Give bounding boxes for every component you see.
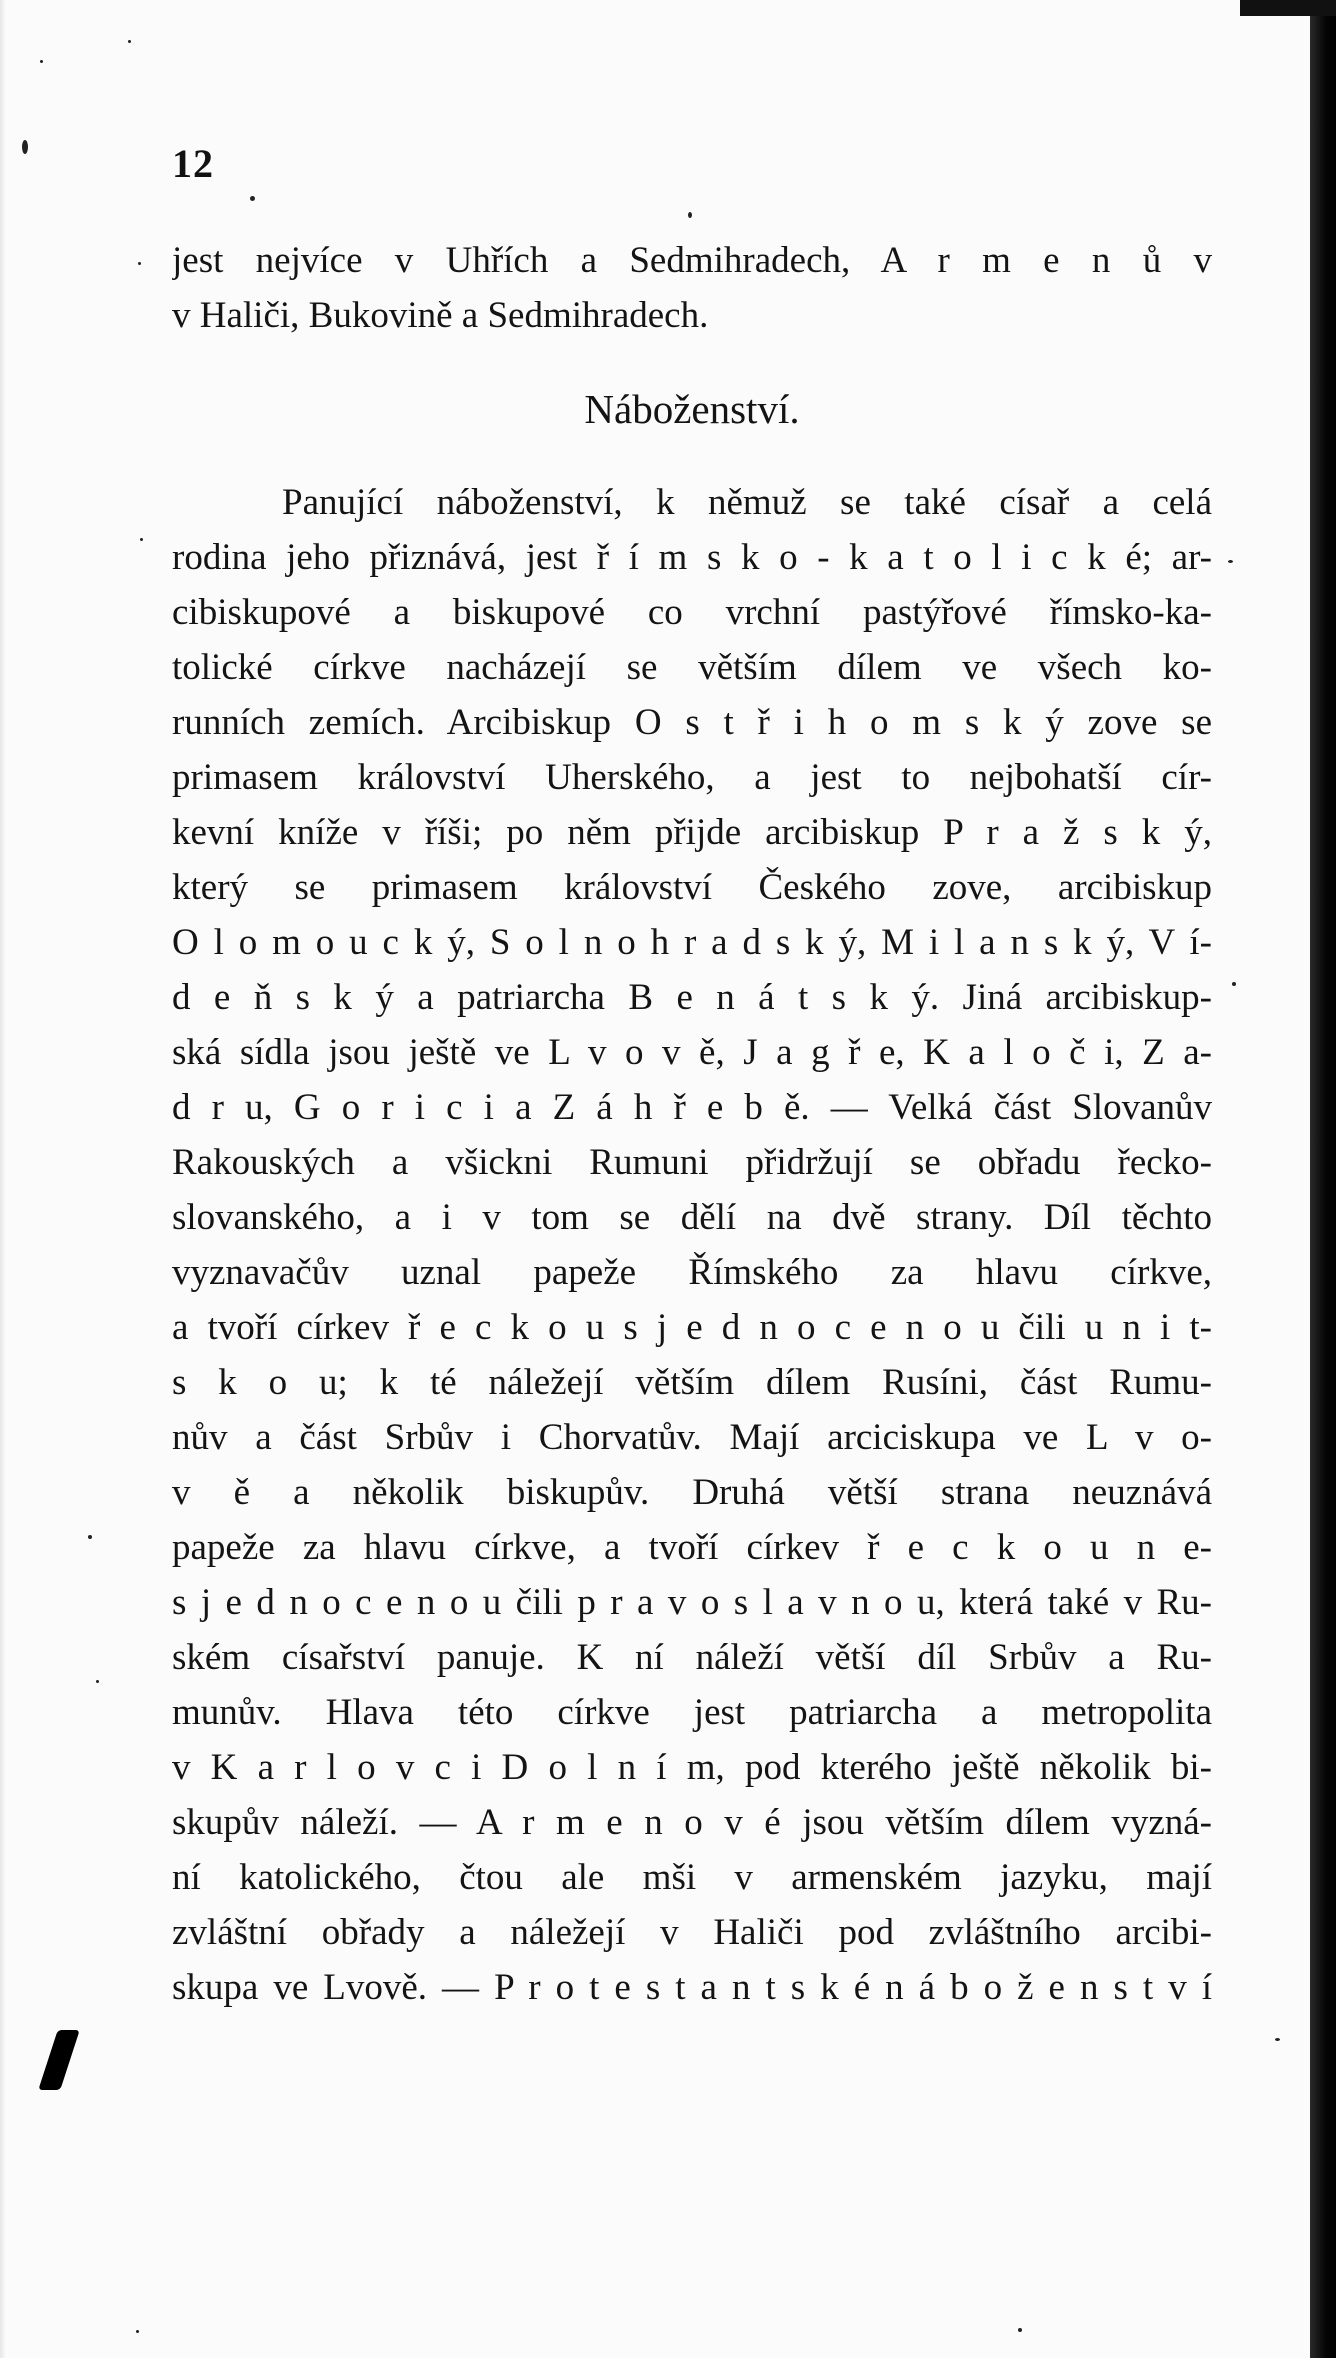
text-line: munův. Hlava této církve jest patriarcha a metropolita — [172, 1692, 1212, 1733]
text-line: slovanského, a i v tom se dělí na dvě strany. Díl těchto — [172, 1197, 1212, 1238]
text-line: rodina jeho přiznává, jest ř í m s k o - k a t o l i c k é; ar- — [172, 537, 1212, 578]
text-line: O l o m o u c k ý, S o l n o h r a d s k ý, M i l a n s k ý, V í- — [172, 922, 1212, 963]
text-line: Rakouských a všickni Rumuni přidržují se obřadu řecko- — [172, 1142, 1212, 1183]
corner-shadow — [1240, 0, 1336, 16]
text-line: ní katolického, čtou ale mši v armenském jazyku, mají — [172, 1857, 1212, 1898]
text-line: kevní kníže v říši; po něm přijde arcibiskup P r a ž s k ý, — [172, 812, 1212, 853]
text-line: papeže za hlavu církve, a tvoří církev ř e c k o u n e- — [172, 1527, 1212, 1568]
text-line: Panující náboženství, k němuž se také císař a celá — [282, 482, 1212, 523]
page-number: 12 — [172, 141, 214, 186]
text-line: a tvoří církev ř e c k o u s j e d n o c e n o u čili u n i t- — [172, 1307, 1212, 1348]
text-line: runních zemích. Arcibiskup O s t ř i h o m s k ý zove se — [172, 702, 1212, 743]
text-line: zvláštní obřady a náležejí v Haliči pod zvláštního arcibi- — [172, 1912, 1212, 1953]
text-line: jest nejvíce v Uhřích a Sedmihradech, A r m e n ů v — [172, 240, 1212, 281]
text-line: d r u, G o r i c i a Z á h ř e b ě. — Velká část Slovanův — [172, 1087, 1212, 1128]
text-line: skupa ve Lvově. — P r o t e s t a n t s k é n á b o ž e n s t v í — [172, 1967, 1212, 2008]
text-line: tolické církve nacházejí se větším dílem ve všech ko- — [172, 647, 1212, 688]
text-line: cibiskupové a biskupové co vrchní pastýřové římsko-ka- — [172, 592, 1212, 633]
text-line: s j e d n o c e n o u čili p r a v o s l a v n o u, která také v Ru- — [172, 1582, 1212, 1623]
text-line: nův a část Srbův i Chorvatův. Mají arciciskupa ve L v o- — [172, 1417, 1212, 1458]
text-line: primasem království Uherského, a jest to nejbohatší cír- — [172, 757, 1212, 798]
page-left-edge — [0, 0, 6, 2358]
text-line: skupův náleží. — A r m e n o v é jsou větším dílem vyzná- — [172, 1802, 1212, 1843]
text-line: s k o u; k té náležejí větším dílem Rusíni, část Rumu- — [172, 1362, 1212, 1403]
ink-mark — [38, 2030, 79, 2090]
text-line: v Haliči, Bukovině a Sedmihradech. — [172, 295, 709, 336]
text-line: vyznavačův uznal papeže Římského za hlavu církve, — [172, 1252, 1212, 1293]
section-heading: Náboženství. — [584, 386, 800, 432]
text-line: ském císařství panuje. K ní náleží větší díl Srbův a Ru- — [172, 1637, 1212, 1678]
text-line: v ě a několik biskupův. Druhá větší strana neuznává — [172, 1472, 1212, 1513]
text-line: d e ň s k ý a patriarcha B e n á t s k ý. Jiná arcibiskup- — [172, 977, 1212, 1018]
text-line: v K a r l o v c i D o l n í m, pod kterého ještě několik bi- — [172, 1747, 1212, 1788]
text-line: který se primasem království Českého zove, arcibiskup — [172, 867, 1212, 908]
binding-shadow — [1310, 0, 1336, 2358]
text-line: ská sídla jsou ještě ve L v o v ě, J a g ř e, K a l o č i, Z a- — [172, 1032, 1212, 1073]
page-text — [172, 233, 1212, 2015]
